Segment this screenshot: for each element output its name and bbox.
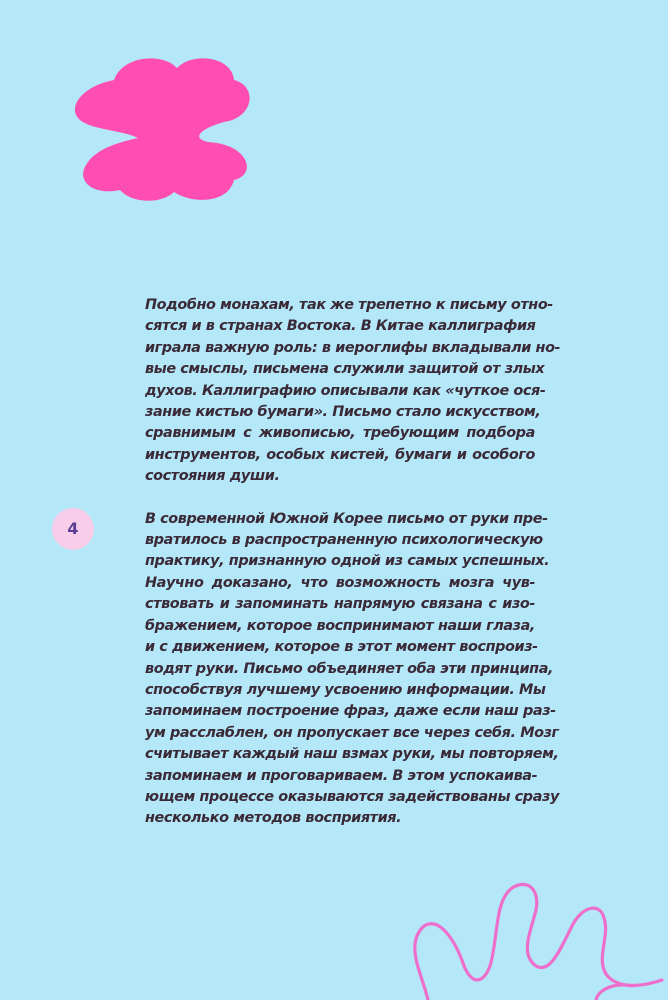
text-line: вые смыслы, письмена служили защитой от злых: [145, 361, 545, 378]
paragraph: [145, 509, 559, 830]
text-line: состояния души.: [145, 468, 280, 485]
pink-squiggle-decoration: [400, 870, 668, 1000]
body-text: [145, 295, 561, 851]
text-line: играла важную роль: в иероглифы вкладывали но-: [145, 339, 561, 356]
text-line: и с движением, которое в этот момент воспроиз-: [145, 639, 538, 656]
text-line: считывает каждый наш взмах руки, мы повторяем,: [145, 746, 559, 763]
text-line: зание кистью бумаги». Письмо стало искусством,: [145, 404, 541, 421]
text-line: ющем процессе оказываются задействованы сразу: [145, 788, 559, 805]
text-line: инструментов, особых кистей, бумаги и особого: [145, 446, 535, 463]
text-line: сятся и в странах Востока. В Китае каллиграфия: [145, 318, 536, 335]
pink-blob-decoration: [62, 50, 262, 210]
text-line: ствовать и запоминать напрямую связана с изо-: [145, 596, 535, 613]
text-line: Подобно монахам, так же трепетно к письму отно-: [145, 297, 553, 313]
text-line: водят руки. Письмо объединяет оба эти принципа,: [145, 660, 554, 677]
text-line: запоминаем и проговариваем. В этом успокаива-: [145, 767, 538, 784]
text-line: духов. Каллиграфию описывали как «чуткое ося-: [145, 382, 546, 399]
text-line: вратилось в распространенную психологическую: [145, 532, 543, 549]
text-line: практику, признанную одной из самых успешных.: [145, 553, 550, 570]
text-line: сравнимым с живописью, требующим подбора: [145, 425, 535, 442]
text-line: несколько методов восприятия.: [145, 810, 402, 827]
text-line: Научно доказано, что возможность мозга чув-: [145, 574, 535, 591]
paragraph: [145, 295, 561, 488]
text-line: бражением, которое воспринимают наши глаза,: [145, 617, 535, 634]
text-line: ум расслаблен, он пропускает все через себя. Мозг: [145, 724, 559, 741]
text-line: В современной Южной Корее письмо от руки пре-: [145, 510, 548, 527]
text-line: запоминаем построение фраз, даже если наш раз-: [145, 703, 556, 720]
text-line: способствуя лучшему усвоению информации. Мы: [145, 681, 546, 698]
page-number-badge: 4: [52, 508, 94, 550]
